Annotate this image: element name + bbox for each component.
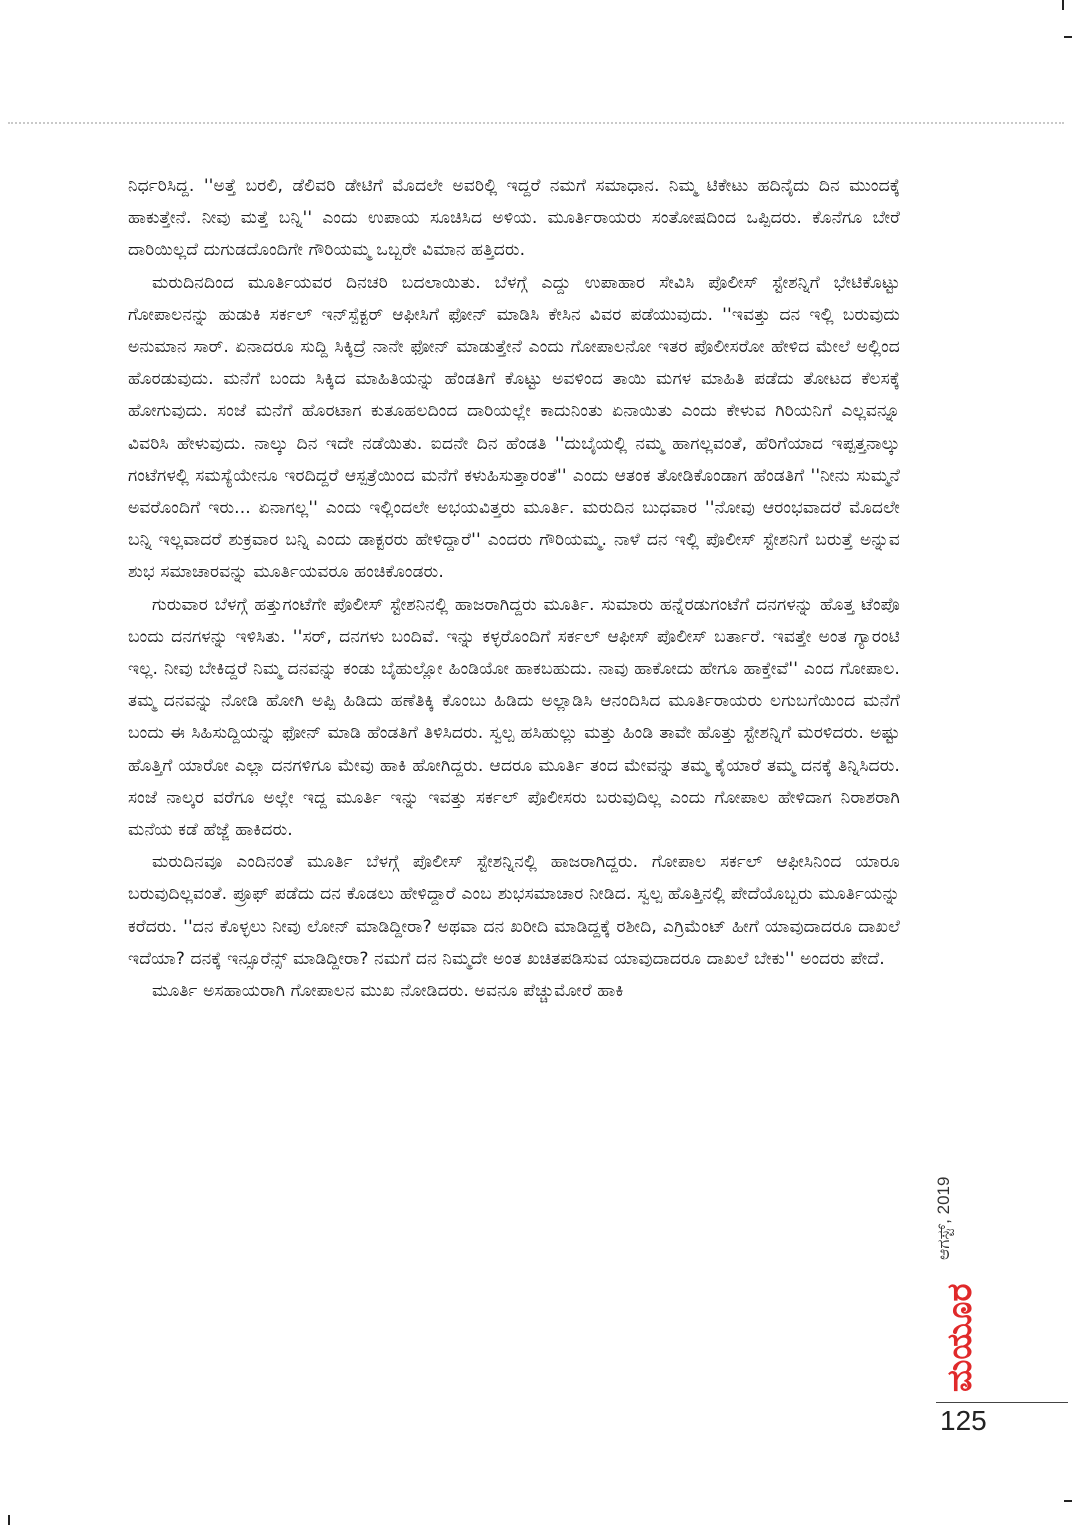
paragraph-5: ಮೂರ್ತಿ ಅಸಹಾಯರಾಗಿ ಗೋಪಾಲನ ಮುಖ ನೋಡಿದರು. ಅವನೂ ಪೆಚ್ಚುಮೋರೆ ಹಾಕಿ bbox=[152, 981, 624, 1002]
page-number: 125 bbox=[940, 1405, 987, 1436]
crop-mark-top-right bbox=[1062, 0, 1064, 10]
paragraph-4: ಮರುದಿನವೂ ಎಂದಿನಂತೆ ಮೂರ್ತಿ ಬೆಳಗ್ಗೆ ಪೊಲೀಸ್ ಸ್ಟೇಶನ್ನಿನಲ್ಲಿ ಹಾಜರಾಗಿದ್ದರು. ಗೋಪಾಲ ಸರ್ಕಲ್ ಆಫೀಸಿನಿಂದ ಯಾರೂ ಬರುವುದಿಲ್ಲವಂತೆ. ಪ್ರೂಫ್ ಪಡೆದು ದನ ಕೊಡಲು ಹೇಳಿದ್ದಾರೆ ಎಂಬ ಶುಭಸಮಾಚಾರ ನೀಡಿದ. ಸ್ವಲ್ಪ ಹೊತ್ತಿನಲ್ಲಿ ಪೇದೆಯೊಬ್ಬರು ಮೂರ್ತಿಯನ್ನು ಕರೆದರು. ''ದನ ಕೊಳ್ಳಲು ನೀವು ಲೋನ್ ಮಾಡಿದ್ದೀರಾ? ಅಥವಾ ದನ ಖರೀದಿ ಮಾಡಿದ್ದಕ್ಕೆ ರಶೀದಿ, ಎಗ್ರಿಮೆಂಟ್ ಹೀಗೆ ಯಾವುದಾದರೂ ದಾಖಲೆ ಇದೆಯಾ? ದನಕ್ಕೆ ಇನ್ಸೂರೆನ್ಸ್ ಮಾಡಿದ್ದೀರಾ? ನಮಗೆ ದನ ನಿಮ್ಮದೇ ಅಂತ ಖಚಿತಪಡಿಸುವ ಯಾವುದಾದರೂ ದಾಖಲೆ ಬೇಕು'' ಅಂದರು ಪೇದೆ. bbox=[128, 852, 900, 969]
paragraph-1: ನಿರ್ಧರಿಸಿದ್ದ. ''ಅತ್ತೆ ಬರಲಿ, ಡೆಲಿವರಿ ಡೇಟಿಗೆ ಮೊದಲೇ ಅವರಿಲ್ಲಿ ಇದ್ದರೆ ನಮಗೆ ಸಮಾಧಾನ. ನಿಮ್ಮ ಟಿಕೇಟು ಹದಿನೈದು ದಿನ ಮುಂದಕ್ಕೆ ಹಾಕುತ್ತೇನೆ. ನೀವು ಮತ್ತೆ ಬನ್ನಿ'' ಎಂದು ಉಪಾಯ ಸೂಚಿಸಿದ ಅಳಿಯ. ಮೂರ್ತಿರಾಯರು ಸಂತೋಷದಿಂದ ಒಪ್ಪಿದರು. ಕೊನೆಗೂ ಬೇರೆ ದಾರಿಯಿಲ್ಲದೆ ದುಗುಡದೊಂದಿಗೇ ಗೌರಿಯಮ್ಮ ಒಬ್ಬರೇ ವಿಮಾನ ಹತ್ತಿದರು. bbox=[128, 176, 900, 261]
article-body bbox=[128, 170, 900, 1007]
paragraph-3: ಗುರುವಾರ ಬೆಳಗ್ಗೆ ಹತ್ತುಗಂಟೆಗೇ ಪೊಲೀಸ್ ಸ್ಟೇಶನಿನಲ್ಲಿ ಹಾಜರಾಗಿದ್ದರು ಮೂರ್ತಿ. ಸುಮಾರು ಹನ್ನೆರಡುಗಂಟೆಗೆ ದನಗಳನ್ನು ಹೊತ್ತ ಟೆಂಪೊ ಬಂದು ದನಗಳನ್ನು ಇಳಿಸಿತು. ''ಸರ್, ದನಗಳು ಬಂದಿವೆ. ಇನ್ನು ಕಳ್ಳರೊಂದಿಗೆ ಸರ್ಕಲ್ ಆಫೀಸ್ ಪೊಲೀಸ್ ಬರ್ತಾರೆ. ಇವತ್ತೇ ಅಂತ ಗ್ಯಾರಂಟಿ ಇಲ್ಲ. ನೀವು ಬೇಕಿದ್ದರೆ ನಿಮ್ಮ ದನವನ್ನು ಕಂಡು ಬೈಹುಲ್ಲೋ ಹಿಂಡಿಯೋ ಹಾಕಬಹುದು. ನಾವು ಹಾಕೋದು ಹೇಗೂ ಹಾಕ್ತೇವೆ'' ಎಂದ ಗೋಪಾಲ. ತಮ್ಮ ದನವನ್ನು ನೋಡಿ ಹೋಗಿ ಅಪ್ಪಿ ಹಿಡಿದು ಹಣೆತಿಕ್ಕಿ ಕೊಂಬು ಹಿಡಿದು ಅಲ್ಲಾಡಿಸಿ ಆನಂದಿಸಿದ ಮೂರ್ತಿರಾಯರು ಲಗುಬಗೆಯಿಂದ ಮನೆಗೆ ಬಂದು ಈ ಸಿಹಿಸುದ್ದಿಯನ್ನು ಫೋನ್ ಮಾಡಿ ಹೆಂಡತಿಗೆ ತಿಳಿಸಿದರು. ಸ್ವಲ್ಪ ಹಸಿಹುಲ್ಲು ಮತ್ತು ಹಿಂಡಿ ತಾವೇ ಹೊತ್ತು ಸ್ಟೇಶನ್ನಿಗೆ ಮರಳಿದರು. ಅಷ್ಟು ಹೊತ್ತಿಗೆ ಯಾರೋ ಎಲ್ಲಾ ದನಗಳಿಗೂ ಮೇವು ಹಾಕಿ ಹೋಗಿದ್ದರು. ಆದರೂ ಮೂರ್ತಿ ತಂದ ಮೇವನ್ನು ತಮ್ಮ ಕೈಯಾರೆ ತಮ್ಮ ದನಕ್ಕೆ ತಿನ್ನಿಸಿದರು. ಸಂಜೆ ನಾಲ್ಕರ ವರೆಗೂ ಅಲ್ಲೇ ಇದ್ದ ಮೂರ್ತಿ ಇನ್ನು ಇವತ್ತು ಸರ್ಕಲ್ ಪೊಲೀಸರು ಬರುವುದಿಲ್ಲ ಎಂದು ಗೋಪಾಲ ಹೇಳಿದಾಗ ನಿರಾಶರಾಗಿ ಮನೆಯ ಕಡೆ ಹೆಜ್ಜೆ ಹಾಕಿದರು. bbox=[128, 594, 900, 841]
header-dotted-rule bbox=[8, 122, 1064, 124]
crop-mark-right-upper bbox=[1064, 36, 1072, 38]
magazine-logo: ಮಯೂರ bbox=[940, 1283, 980, 1392]
paragraph-2: ಮರುದಿನದಿಂದ ಮೂರ್ತಿಯವರ ದಿನಚರಿ ಬದಲಾಯಿತು. ಬೆಳಗ್ಗೆ ಎದ್ದು ಉಪಾಹಾರ ಸೇವಿಸಿ ಪೊಲೀಸ್ ಸ್ಟೇಶನ್ನಿಗೆ ಭೇಟಿಕೊಟ್ಟು ಗೋಪಾಲನನ್ನು ಹುಡುಕಿ ಸರ್ಕಲ್ ಇನ್‌ಸ್ಪೆಕ್ಟರ್ ಆಫೀಸಿಗೆ ಫೋನ್ ಮಾಡಿಸಿ ಕೇಸಿನ ವಿವರ ಪಡೆಯುವುದು. ''ಇವತ್ತು ದನ ಇಲ್ಲಿ ಬರುವುದು ಅನುಮಾನ ಸಾರ್. ಏನಾದರೂ ಸುದ್ದಿ ಸಿಕ್ಕಿದ್ರೆ ನಾನೇ ಫೋನ್ ಮಾಡುತ್ತೇನೆ ಎಂದು ಗೋಪಾಲನೋ ಇತರ ಪೊಲೀಸರೋ ಹೇಳಿದ ಮೇಲೆ ಅಲ್ಲಿಂದ ಹೊರಡುವುದು. ಮನೆಗೆ ಬಂದು ಸಿಕ್ಕಿದ ಮಾಹಿತಿಯನ್ನು ಹೆಂಡತಿಗೆ ಕೊಟ್ಟು ಅವಳಿಂದ ತಾಯಿ ಮಗಳ ಮಾಹಿತಿ ಪಡೆದು ತೋಟದ ಕೆಲಸಕ್ಕೆ ಹೋಗುವುದು. ಸಂಜೆ ಮನೆಗೆ ಹೊರಟಾಗ ಕುತೂಹಲದಿಂದ ದಾರಿಯಲ್ಲೇ ಕಾದುನಿಂತು ಏನಾಯಿತು ಎಂದು ಕೇಳುವ ಗಿರಿಯನಿಗೆ ಎಲ್ಲವನ್ನೂ ವಿವರಿಸಿ ಹೇಳುವುದು. ನಾಲ್ಕು ದಿನ ಇದೇ ನಡೆಯಿತು. ಐದನೇ ದಿನ ಹೆಂಡತಿ ''ದುಬೈಯಲ್ಲಿ ನಮ್ಮ ಹಾಗಲ್ಲವಂತೆ, ಹೆರಿಗೆಯಾದ ಇಪ್ಪತ್ತನಾಲ್ಕು ಗಂಟೆಗಳಲ್ಲಿ ಸಮಸ್ಯೆಯೇನೂ ಇರದಿದ್ದರೆ ಆಸ್ಪತ್ರೆಯಿಂದ ಮನೆಗೆ ಕಳುಹಿಸುತ್ತಾರಂತೆ'' ಎಂದು ಆತಂಕ ತೋಡಿಕೊಂಡಾಗ ಹೆಂಡತಿಗೆ ''ನೀನು ಸುಮ್ಮನೆ ಅವರೊಂದಿಗೆ ಇರು... ಏನಾಗಲ್ಲ'' ಎಂದು ಇಲ್ಲಿಂದಲೇ ಅಭಯವಿತ್ತರು ಮೂರ್ತಿ. ಮರುದಿನ ಬುಧವಾರ ''ನೋವು ಆರಂಭವಾದರೆ ಮೊದಲೇ ಬನ್ನಿ ಇಲ್ಲವಾದರೆ ಶುಕ್ರವಾರ ಬನ್ನಿ ಎಂದು ಡಾಕ್ಟರರು ಹೇಳಿದ್ದಾರೆ'' ಎಂದರು ಗೌರಿಯಮ್ಮ. ನಾಳೆ ದನ ಇಲ್ಲಿ ಪೊಲೀಸ್ ಸ್ಟೇಶನಿಗೆ ಬರುತ್ತೆ ಅನ್ನುವ ಶುಭ ಸಮಾಚಾರವನ್ನು ಮೂರ್ತಿಯವರೂ ಹಂಚಿಕೊಂಡರು. bbox=[128, 272, 900, 583]
crop-mark-bottom-left bbox=[8, 1515, 10, 1525]
crop-mark-right-lower bbox=[1064, 1500, 1072, 1502]
issue-date: ಆಗಸ್ಟ್, 2019 bbox=[934, 1176, 953, 1260]
footer-rule bbox=[936, 1402, 1068, 1403]
